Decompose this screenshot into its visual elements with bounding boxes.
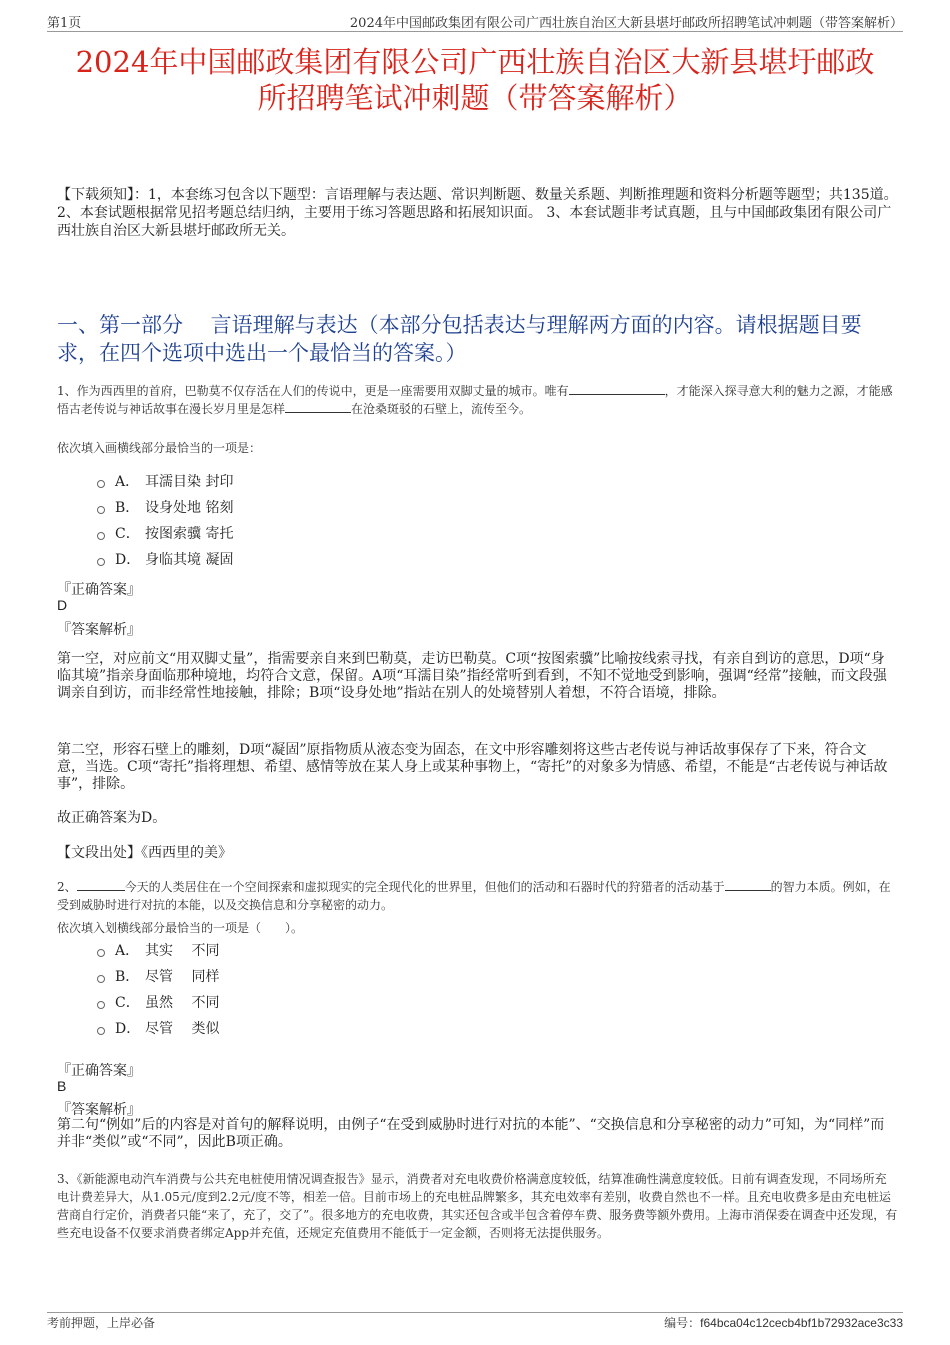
option-letter: D． [115,552,141,568]
q1-analysis-label: 『答案解析』 [57,622,141,638]
question-3-text: 3、《新能源电动汽车消费与公共充电桩使用情况调查报告》显示，消费者对充电收费价格满意度较低，结算准确性满意度较低。日前有调查发现，不同场所充电计费差异大，从1.05元/度到2.2元/度不等，相差一倍。目前市场上的充电桩品牌繁多，其充电效率有差别，收费自然也不一样。且充电收费多是由充电桩运营商自行定价，消费者只能“来了，充了，交了”。很多地方的充电收费，其实还包含或半包含着停车费、服务费等额外费用。上海市消保委在调查中还发现，有些充电设备不仅要求消费者绑定App并充值，还规定充值费用不能低于一定金额，否则将无法提供服务。 [57,1172,898,1240]
footer-divider [47,1312,903,1313]
q1-option-c[interactable] [97,520,233,546]
q2-answer-label: 『正确答案』 [57,1063,141,1079]
radio-icon[interactable] [97,949,105,957]
q1-text-part-b: ，才能深入探寻意大利的魅力之源，才能感悟古老传说与神话故事在漫长岁月里是怎样 [57,384,893,416]
q2-options [97,937,219,1041]
radio-icon[interactable] [97,506,105,514]
q1-text-part-a: 1、作为西西里的首府，巴勒莫不仅存活在人们的传说中，更是一座需要用双脚丈量的城市。唯有 [57,384,569,398]
q1-analysis-paragraph-1: 第一空，对应前文“用双脚丈量”，指需要亲自来到巴勒莫，走访巴勒莫。C项“按图索骥”比喻按线索寻找，有亲自到访的意思，D项“身临其境”指亲身面临那种境地，均符合文意，保留。A项“耳濡目染”指经常听到看到，不知不觉地受到影响，强调“经常”接触，而文段强调亲自到访，而非经常性地接触，排除；B项“设身处地”指站在别人的处境替别人着想，不符合语境，排除。 [57,651,887,701]
option-text: 尽管 类似 [145,1021,220,1037]
running-title: 2024年中国邮政集团有限公司广西壮族自治区大新县堪圩邮政所招聘笔试冲刺题（带答案解析） [349,16,903,31]
q2-option-c[interactable] [97,989,219,1015]
section-title: 一、第一部分 言语理解与表达（本部分包括表达与理解两方面的内容。请根据题目要求，在四个选项中选出一个最恰当的答案。） [57,313,862,365]
q1-option-d[interactable] [97,546,233,572]
title-line-1: 2024年中国邮政集团有限公司广西壮族自治区大新县堪圩邮政 [75,45,875,79]
q2-answer: B [57,1078,67,1094]
q1-option-b[interactable] [97,494,233,520]
radio-icon[interactable] [97,532,105,540]
option-text: 耳濡目染 封印 [145,474,234,490]
option-text: 其实 不同 [145,943,220,959]
option-text: 身临其境 凝固 [145,552,234,568]
q1-options [97,468,233,572]
page-number: 第1页 [47,16,82,31]
q2-blank-1 [77,878,125,891]
radio-icon[interactable] [97,1027,105,1035]
q2-text-part-a: 2、 [57,880,77,894]
footer-code [664,1314,903,1331]
q2-analysis: 第二句“例如”后的内容是对首句的解释说明，由例子“在受到威胁时进行对抗的本能”、“交换信息和分享秘密的动力”可知，为“同样”而并非“类似”或“不同”，因此B项正确。 [57,1117,885,1150]
q1-blank-2 [285,400,351,413]
option-text: 虽然 不同 [145,995,220,1011]
option-text: 按图索骥 寄托 [145,526,234,542]
question-1-text [57,382,898,418]
footer-code-value: f64bca04c12cecb4bf1b72932ace3c33 [700,1316,903,1330]
q1-text-part-c: 在沧桑斑驳的石壁上，流传至今。 [351,402,532,416]
header-divider [47,31,903,32]
radio-icon[interactable] [97,975,105,983]
q1-blank-1 [569,382,665,395]
q2-text-part-b: 今天的人类居住在一个空间探索和虚拟现实的完全现代化的世界里，但他们的活动和石器时代的狩猎者的活动基于 [124,880,725,894]
footer-code-label: 编号： [664,1316,701,1330]
q1-analysis-paragraph-2: 第二空，形容石壁上的雕刻，D项“凝固”原指物质从液态变为固态，在文中形容雕刻将这些古老传说与神话故事保存了下来，符合文意，当选。C项“寄托”指将理想、希望、感情等放在某人身上或某种事物上，“寄托”的对象多为情感、希望，不能是“古老传说与神话故事”，排除。 [57,742,888,792]
q2-blank-2 [725,878,771,891]
option-letter: D． [115,1021,141,1037]
q1-source: 【文段出处】《西西里的美》 [57,845,232,861]
q2-option-a[interactable] [97,937,219,963]
question-2-text [57,878,898,914]
option-letter: A． [115,943,140,959]
q2-instruction: 依次填入划横线部分最恰当的一项是（ ）。 [57,921,304,935]
title-line-2: 所招聘笔试冲刺题（带答案解析） [257,81,693,115]
option-text: 尽管 同样 [145,969,220,985]
q2-analysis-label: 『答案解析』 [57,1102,141,1118]
option-text: 设身处地 铭刻 [145,500,234,516]
page-title [40,44,910,116]
option-letter: A． [115,474,140,490]
download-notice: 【下载须知】：1，本套练习包含以下题型：言语理解与表达题、常识判断题、数量关系题、判断推理题和资料分析题等题型；共135道。 2、本套试题根据常见招考题总结归纳，主要用于练习答题思路和拓展知识面。 3、本套试题非考试真题，且与中国邮政集团有限公司广西壮族自治区大新县堪圩邮政所无关。 [57,187,898,239]
radio-icon[interactable] [97,558,105,566]
q2-option-d[interactable] [97,1015,219,1041]
q1-answer: D [57,597,68,613]
option-letter: C． [115,995,140,1011]
q1-option-a[interactable] [97,468,233,494]
option-letter: B． [115,500,140,516]
radio-icon[interactable] [97,480,105,488]
radio-icon[interactable] [97,1001,105,1009]
q1-conclusion: 故正确答案为D。 [57,810,167,826]
q1-instruction: 依次填入画横线部分最恰当的一项是： [57,441,262,455]
option-letter: B． [115,969,140,985]
q2-text-part-c: 的智力本质。例如，在受到威胁时进行对抗的本能，以及交换信息和分享秘密的动力。 [57,880,891,912]
q1-answer-label: 『正确答案』 [57,582,141,598]
q2-option-b[interactable] [97,963,219,989]
footer-slogan: 考前押题，上岸必备 [47,1316,156,1330]
option-letter: C． [115,526,140,542]
